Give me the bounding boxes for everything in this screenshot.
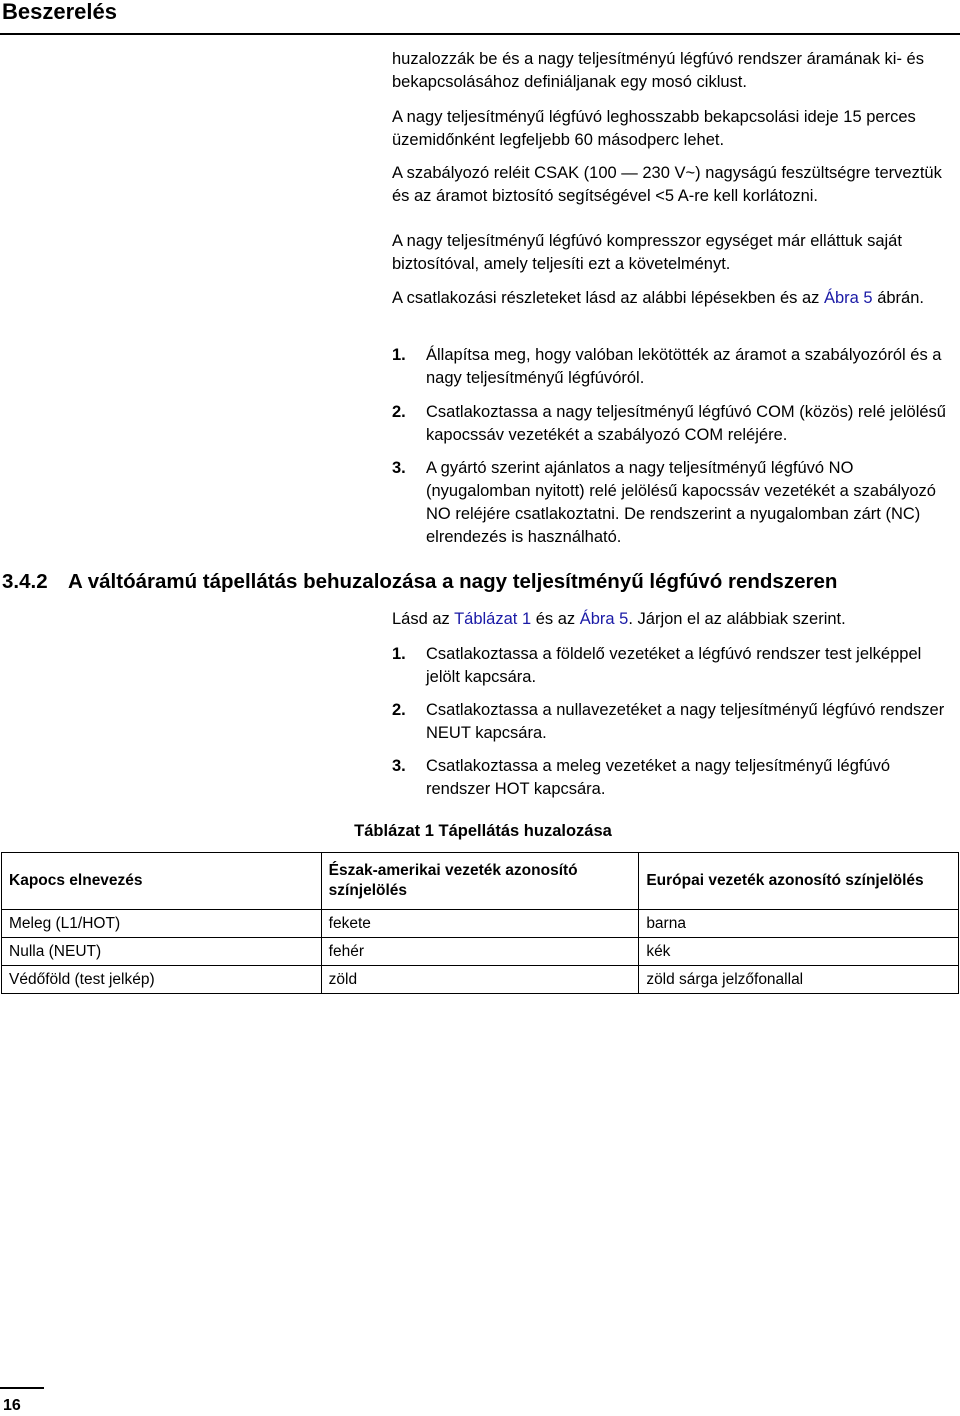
step-number: 1. (392, 346, 406, 364)
step-text: Csatlakoztassa a meleg vezetéket a nagy teljesítményű légfúvó rendszer HOT kapcsára. (426, 757, 891, 798)
paragraph-max-on-time (392, 106, 952, 152)
table-cell: Meleg (L1/HOT) (2, 910, 322, 938)
paragraph-text: ábrán. (872, 289, 924, 307)
section-number: 3.4.2 (2, 570, 48, 593)
step-text: A gyártó szerint ajánlatos a nagy teljesítményű légfúvó NO (nyugalomban nyitott) relé jelölésű kapocssáv vezetékét a szabályozó NO reléjére csatlakoztatni. De rendszerint a nyugalomban zárt (NC) elrendezés is használható. (426, 459, 936, 546)
table-row (2, 938, 959, 966)
step-text: Csatlakoztassa a nullavezetéket a nagy teljesítményű légfúvó rendszer NEUT kapcsára. (426, 701, 945, 742)
wiring-table (1, 852, 959, 994)
step-number: 3. (392, 757, 406, 775)
table-cell: Nulla (NEUT) (2, 938, 322, 966)
table-1-link[interactable]: Táblázat 1 (454, 610, 532, 628)
table-cell: zöld sárga jelzőfonallal (639, 966, 959, 994)
paragraph-wash-cycle (392, 48, 952, 94)
table-cell: kék (639, 938, 959, 966)
table-row (2, 966, 959, 994)
figure-5-link[interactable]: Ábra 5 (824, 289, 873, 307)
step-number: 2. (392, 403, 406, 421)
section-title: A váltóáramú tápellátás behuzalozása a nagy teljesítményű légfúvó rendszeren (68, 570, 838, 593)
paragraph-text: A szabályozó reléit CSAK (100 — 230 V~) nagyságú feszültségre terveztük és az áramot biztosító segítségével <5 A-re kell korlátozni. (392, 164, 942, 205)
column-header-european: Európai vezeték azonosító színjelölés (639, 853, 959, 910)
column-header-terminal: Kapocs elnevezés (2, 853, 322, 910)
step-number: 1. (392, 645, 406, 663)
paragraph-text: Lásd az (392, 610, 455, 628)
paragraph-text: huzalozzák be és a nagy teljesítményú légfúvó rendszer áramának ki- és bekapcsolásához definiáljanak egy mosó ciklust. (392, 50, 924, 91)
table-cell: zöld (321, 966, 639, 994)
table-cell: fekete (321, 910, 639, 938)
step-number: 3. (392, 459, 406, 477)
step-text: Csatlakoztassa a földelő vezetéket a légfúvó rendszer test jelképpel jelölt kapcsára. (426, 645, 922, 686)
table-cell: Védőföld (test jelkép) (2, 966, 322, 994)
section-intro (392, 608, 952, 631)
step-text: Állapítsa meg, hogy valóban lekötötték az áramot a szabályozóról és a nagy teljesítményű légfúvóról. (426, 346, 942, 387)
table-cell: barna (639, 910, 959, 938)
paragraph-text: és az (531, 610, 580, 628)
step-number: 2. (392, 701, 406, 719)
paragraph-relay-rating (392, 162, 952, 208)
paragraph-text: . Járjon el az alábbiak szerint. (628, 610, 846, 628)
paragraph-text: A nagy teljesítményű légfúvó leghosszabb bekapcsolási ideje 15 perces üzemidőnként legfeljebb 60 másodperc lehet. (392, 108, 916, 149)
header-rule (0, 33, 960, 35)
table-row (2, 910, 959, 938)
footer-rule (0, 1387, 44, 1389)
paragraph-text: A csatlakozási részleteket lásd az alábbi lépésekben és az (392, 289, 824, 307)
paragraph-connection-details (392, 287, 952, 310)
figure-5-link[interactable]: Ábra 5 (579, 610, 629, 628)
table-cell: fehér (321, 938, 639, 966)
section-heading (2, 568, 957, 596)
paragraph-text: A nagy teljesítményű légfúvó kompresszor egységet már elláttuk saját biztosítóval, amely teljesíti ezt a követelményt. (392, 232, 902, 273)
table-header-row (2, 853, 959, 910)
page-header-title: Beszerelés (2, 0, 117, 24)
step-text: Csatlakoztassa a nagy teljesítményű légfúvó COM (közös) relé jelölésű kapocssáv vezetékét a szabályozó COM reléjére. (426, 403, 946, 444)
column-header-north-american: Észak-amerikai vezeték azonosító színjelölés (321, 853, 639, 910)
paragraph-compressor-fuse (392, 230, 952, 276)
page-number: 16 (3, 1397, 21, 1414)
table-caption: Táblázat 1 Tápellátás huzalozása (354, 822, 612, 840)
